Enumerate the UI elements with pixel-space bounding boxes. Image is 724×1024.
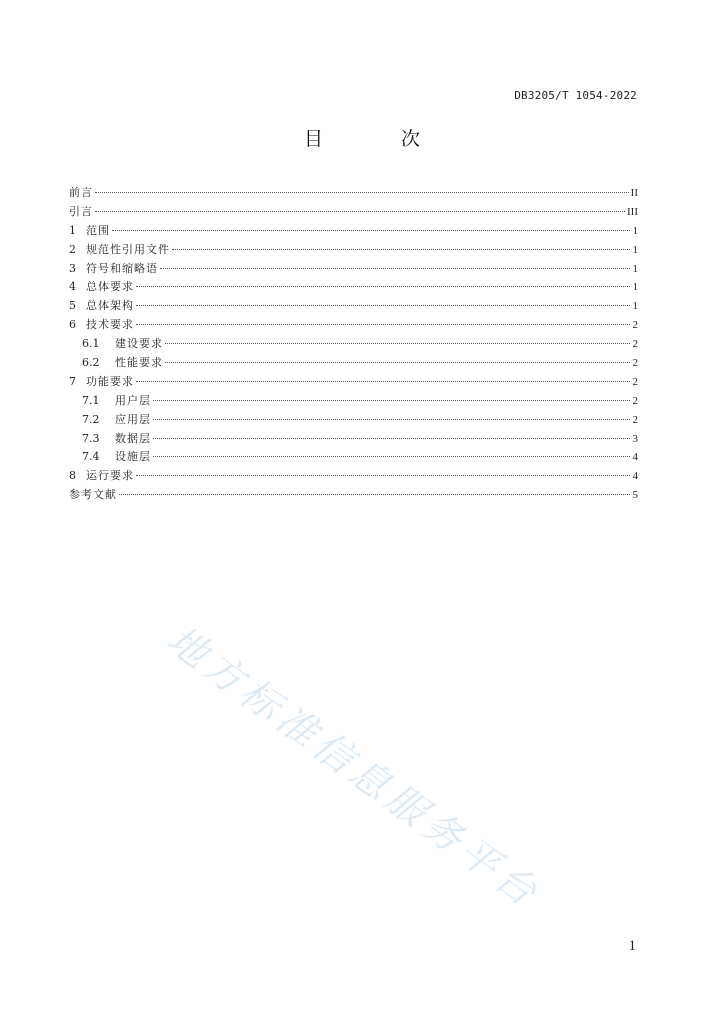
toc-entry-label: 总体要求 — [86, 280, 134, 294]
toc-entry-page: 4 — [632, 470, 638, 483]
toc-entry-number: 7.2 — [82, 412, 100, 426]
toc-entry[interactable] — [69, 335, 638, 354]
toc-entry-number: 5 — [69, 299, 76, 313]
toc-entry[interactable] — [69, 467, 638, 486]
toc-entry-page: III — [627, 205, 638, 218]
toc-entry-number: 8 — [69, 469, 76, 483]
toc-entry-page: 1 — [632, 224, 638, 237]
toc-dot-leader — [153, 400, 630, 401]
toc-entry-label: 规范性引用文件 — [86, 242, 170, 256]
toc-entry-label: 功能要求 — [86, 374, 134, 388]
toc-dot-leader — [165, 362, 630, 363]
toc-dot-leader — [119, 494, 630, 495]
toc-entry-number: 6 — [69, 318, 76, 332]
watermark: 地方标准信息服务平台 — [158, 617, 549, 919]
toc-entry[interactable] — [69, 411, 638, 430]
toc-entry-number: 3 — [69, 261, 76, 275]
toc-dot-leader — [153, 438, 630, 439]
toc-entry[interactable] — [69, 373, 638, 392]
toc-entry[interactable] — [69, 448, 638, 467]
page-number: 1 — [628, 938, 636, 954]
toc-entry-page: II — [630, 187, 638, 199]
toc-entry-number: 7.3 — [82, 431, 100, 445]
toc-entry-page: 3 — [632, 432, 638, 445]
toc-dot-leader — [160, 268, 630, 269]
toc-entry-label: 符号和缩略语 — [86, 261, 158, 275]
toc-entry-label: 数据层 — [115, 431, 151, 445]
toc-entry[interactable] — [69, 316, 638, 335]
toc-entry-label: 应用层 — [115, 412, 151, 426]
page-title: 目 次 — [303, 128, 457, 150]
toc-entry-label: 引言 — [69, 204, 93, 218]
toc-entry-page: 1 — [632, 300, 638, 313]
toc-entry-page: 1 — [632, 243, 638, 256]
toc-entry-page: 2 — [632, 413, 638, 426]
toc-entry-label: 性能要求 — [115, 356, 163, 370]
toc-dot-leader — [112, 230, 630, 231]
toc-entry-number: 7.4 — [82, 450, 100, 464]
toc-entry-page: 1 — [632, 262, 638, 275]
toc-entry[interactable] — [69, 260, 638, 279]
toc-entry-number: 2 — [69, 242, 76, 256]
toc-dot-leader — [136, 305, 630, 306]
toc-entry-number: 1 — [69, 223, 76, 237]
toc-entry[interactable] — [69, 486, 638, 505]
toc-entry-label: 范围 — [86, 223, 110, 237]
table-of-contents — [69, 184, 638, 505]
toc-entry-page: 2 — [632, 319, 638, 332]
toc-dot-leader — [136, 286, 630, 287]
toc-entry[interactable] — [69, 430, 638, 449]
toc-entry[interactable] — [69, 203, 638, 222]
toc-entry-label: 技术要求 — [86, 318, 134, 332]
toc-dot-leader — [95, 211, 625, 212]
toc-entry-page: 2 — [632, 338, 638, 351]
toc-entry-number: 6.1 — [82, 337, 100, 351]
toc-entry-page: 2 — [632, 357, 638, 370]
toc-entry-page: 5 — [632, 489, 638, 502]
toc-entry[interactable] — [69, 278, 638, 297]
toc-entry[interactable] — [69, 392, 638, 411]
toc-dot-leader — [153, 419, 630, 420]
toc-entry[interactable] — [69, 241, 638, 260]
toc-dot-leader — [136, 475, 630, 476]
toc-entry-label: 设施层 — [115, 450, 151, 464]
toc-entry-number: 7 — [69, 374, 76, 388]
toc-entry-page: 4 — [632, 451, 638, 464]
toc-entry[interactable] — [69, 184, 638, 203]
standard-code: DB3205/T 1054-2022 — [514, 89, 637, 102]
toc-dot-leader — [165, 343, 630, 344]
toc-dot-leader — [95, 192, 629, 193]
toc-entry-page: 2 — [632, 375, 638, 388]
toc-entry-number: 4 — [69, 280, 76, 294]
toc-dot-leader — [136, 381, 630, 382]
toc-entry-label: 参考文献 — [69, 488, 117, 502]
toc-entry[interactable] — [69, 222, 638, 241]
toc-entry-page: 1 — [632, 281, 638, 294]
toc-entry-number: 6.2 — [82, 356, 100, 370]
toc-entry-page: 2 — [632, 394, 638, 407]
toc-dot-leader — [172, 249, 630, 250]
toc-entry[interactable] — [69, 297, 638, 316]
toc-entry-label: 总体架构 — [86, 299, 134, 313]
toc-entry-number: 7.1 — [82, 393, 100, 407]
toc-dot-leader — [153, 456, 630, 457]
toc-dot-leader — [136, 324, 630, 325]
toc-entry-label: 用户层 — [115, 393, 151, 407]
toc-entry-label: 前言 — [69, 186, 93, 199]
toc-entry-label: 建设要求 — [115, 337, 163, 351]
toc-entry-label: 运行要求 — [86, 469, 134, 483]
toc-entry[interactable] — [69, 354, 638, 373]
